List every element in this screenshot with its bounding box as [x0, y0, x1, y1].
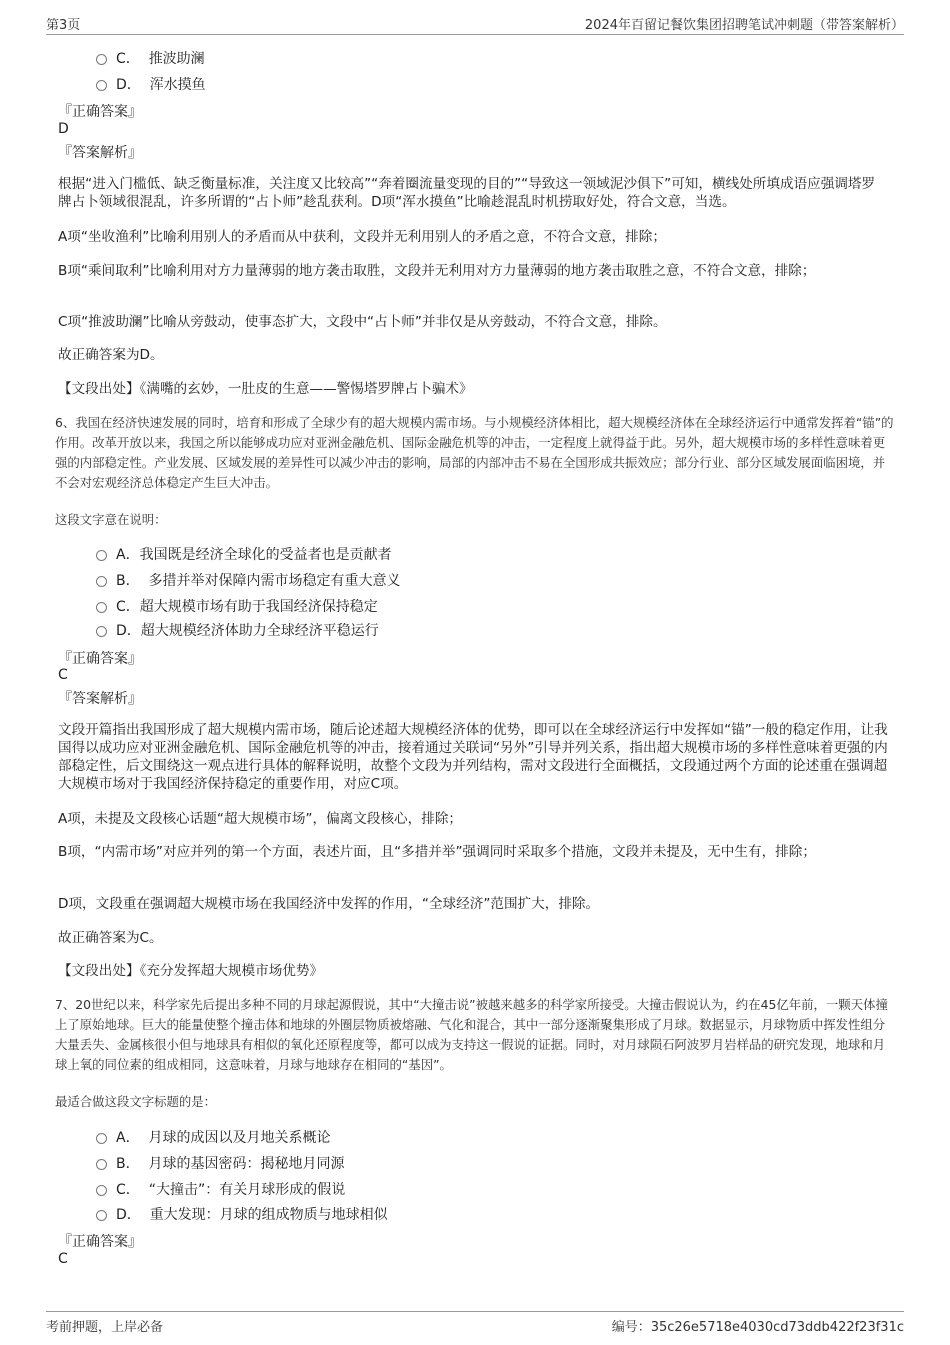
page-header — [46, 14, 904, 35]
code-value: 35c26e5718e4030cd73ddb422f23f31c — [650, 1320, 904, 1335]
radio-icon[interactable] — [96, 1210, 107, 1221]
option-a[interactable]: A．我国既是经济全球化的受益者也是贡献者 — [96, 544, 392, 564]
code-label: 编号： — [611, 1320, 651, 1335]
question-stem: 7、20世纪以来，科学家先后提出多种不同的月球起源假说，其中“大撞击说”被越来越多的科学家所接受。大撞击假说认为，约在45亿年前，一颗天体撞上了原始地球。巨大的能量使整个撞击体和地球的外圈层物质被熔融、气化和混合，其中一部分逐渐聚集形成了月球。数据显示，月球物质中挥发性组分大量丢失、金属核很小但与地球具有相似的氧化还原程度等，都可以成为支持这一假说的证据。同时，对月球陨石阿波罗月岩样品的研究发现，地球和月球上氧的同位素的组成相同，这意味着，月球与地球存在相同的“基因”。 — [55, 997, 888, 1072]
analysis-paragraph: D项，文段重在强调超大规模市场在我国经济中发挥的作用，“全球经济”范围扩大，排除。 — [58, 896, 600, 912]
option-b[interactable]: B． 月球的基因密码：揭秘地月同源 — [96, 1153, 345, 1173]
answer-value: C — [58, 1251, 68, 1267]
option-c[interactable]: C． 推波助澜 — [96, 48, 205, 68]
radio-icon[interactable] — [96, 626, 107, 637]
option-d[interactable]: D． 浑水摸鱼 — [96, 74, 206, 94]
document-code — [612, 1316, 904, 1335]
source-citation: 【文段出处】《满嘴的玄妙，一肚皮的生意——警惕塔罗牌占卜骗术》 — [58, 381, 473, 397]
radio-icon[interactable] — [96, 550, 107, 561]
analysis-paragraph: A项，未提及文段核心话题“超大规模市场”，偏离文段核心，排除； — [58, 811, 463, 827]
radio-icon[interactable] — [96, 80, 107, 91]
radio-icon[interactable] — [96, 1133, 107, 1144]
question-prompt: 最适合做这段文字标题的是： — [55, 1094, 217, 1109]
answer-value: D — [58, 121, 69, 137]
answer-label: 『正确答案』 — [58, 651, 142, 667]
option-c[interactable]: C．超大规模市场有助于我国经济保持稳定 — [96, 596, 378, 616]
question-prompt: 这段文字意在说明： — [55, 512, 167, 527]
option-b[interactable]: B． 多措并举对保障内需市场稳定有重大意义 — [96, 570, 401, 590]
answer-label: 『正确答案』 — [58, 1234, 142, 1250]
page-number: 第3页 — [46, 18, 81, 33]
page-footer — [46, 1311, 904, 1335]
analysis-paragraph: 根据“进入门槛低、缺乏衡量标准，关注度又比较高”“奔着圈流量变现的目的”“导致这一领域泥沙俱下”可知，横线处所填成语应强调塔罗牌占卜领域很混乱，许多所谓的“占卜师”趁乱获利。D项“浑水摸鱼”比喻趁混乱时机捞取好处，符合文意，当选。 — [58, 176, 876, 210]
radio-icon[interactable] — [96, 576, 107, 587]
analysis-label: 『答案解析』 — [58, 145, 142, 161]
analysis-paragraph: 文段开篇指出我国形成了超大规模内需市场，随后论述超大规模经济体的优势，即可以在全球经济运行中发挥如“锚”一般的稳定作用，让我国得以成功应对亚洲金融危机、国际金融危机等的冲击，接着通过关联词“另外”引导并列关系，指出超大规模市场的多样性意味着更强的内部稳定性，后文围绕这一观点进行具体的解释说明，故整个文段为并列结构，需对文段进行全面概括，文段通过两个方面的论述重在强调超大规模市场对于我国经济保持稳定的重要作用，对应C项。 — [58, 722, 888, 792]
option-a[interactable]: A． 月球的成因以及月地关系概论 — [96, 1127, 330, 1147]
analysis-paragraph: C项“推波助澜”比喻从旁鼓动，使事态扩大，文段中“占卜师”并非仅是从旁鼓动，不符合文意，排除。 — [58, 314, 667, 330]
footer-slogan: 考前押题，上岸必备 — [46, 1320, 164, 1335]
analysis-paragraph: B项，“内需市场”对应并列的第一个方面，表述片面，且“多措并举”强调同时采取多个措施，文段并未提及，无中生有，排除； — [58, 844, 816, 860]
analysis-label: 『答案解析』 — [58, 691, 142, 707]
analysis-paragraph: 故正确答案为C。 — [58, 930, 163, 946]
radio-icon[interactable] — [96, 1185, 107, 1196]
radio-icon[interactable] — [96, 602, 107, 613]
radio-icon[interactable] — [96, 1159, 107, 1170]
source-citation: 【文段出处】《充分发挥超大规模市场优势》 — [58, 963, 324, 979]
option-d[interactable]: D．超大规模经济体助力全球经济平稳运行 — [96, 620, 379, 640]
answer-label: 『正确答案』 — [58, 104, 142, 120]
document-title: 2024年百留记餐饮集团招聘笔试冲刺题（带答案解析） — [584, 18, 904, 33]
radio-icon[interactable] — [96, 54, 107, 65]
option-c[interactable]: C． “大撞击”：有关月球形成的假说 — [96, 1179, 345, 1199]
answer-value: C — [58, 667, 68, 683]
analysis-paragraph: 故正确答案为D。 — [58, 347, 164, 363]
analysis-paragraph: A项“坐收渔利”比喻利用别人的矛盾而从中获利，文段并无利用别人的矛盾之意，不符合文意，排除； — [58, 229, 666, 245]
analysis-paragraph: B项“乘间取利”比喻利用对方力量薄弱的地方袭击取胜，文段并无利用对方力量薄弱的地方袭击取胜之意，不符合文意，排除； — [58, 263, 816, 279]
option-d[interactable]: D． 重大发现：月球的组成物质与地球相似 — [96, 1204, 388, 1224]
question-stem: 6、我国在经济快速发展的同时，培育和形成了全球少有的超大规模内需市场。与小规模经济体相比，超大规模经济体在全球经济运行中通常发挥着“锚”的作用。改革开放以来，我国之所以能够成功应对亚洲金融危机、国际金融危机等的冲击，一定程度上就得益于此。另外，超大规模市场的多样性意味着更强的内部稳定性。产业发展、区域发展的差异性可以减少冲击的影响，局部的内部冲击不易在全国形成共振效应；部分行业、部分区域发展面临困境，并不会对宏观经济总体稳定产生巨大冲击。 — [55, 415, 894, 490]
